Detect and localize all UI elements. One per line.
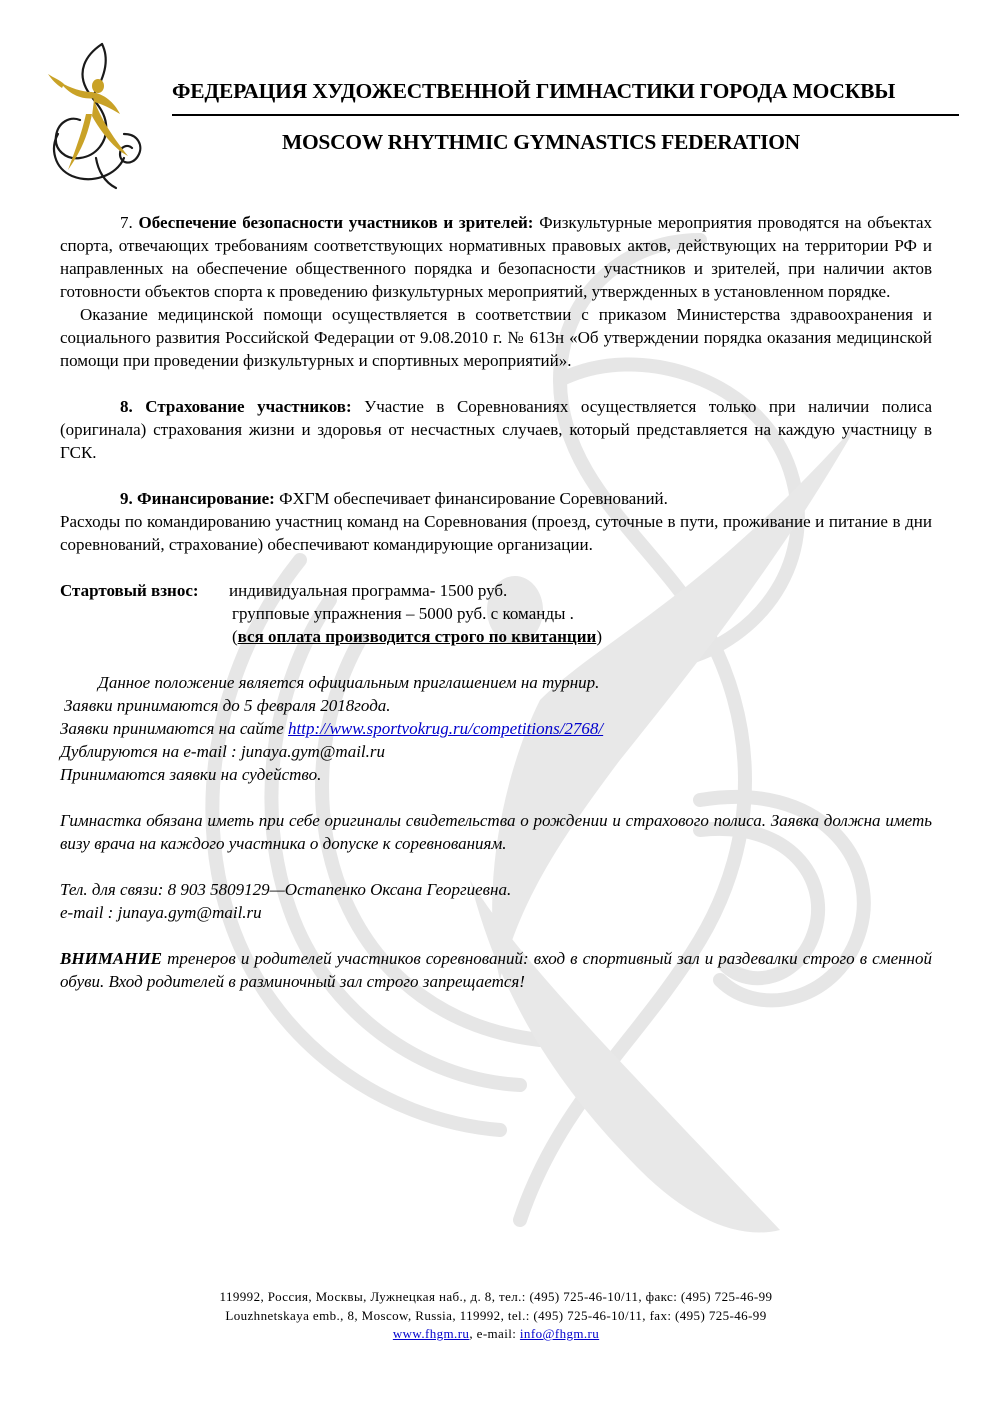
section-9-financing [60,487,932,510]
section-9-text: ФХГМ обеспечивает финансирование Соревнований. [279,489,668,508]
section-7-number: 7. [120,213,133,232]
footer-email-link[interactable]: info@fhgm.ru [519,1326,600,1341]
entry-fee-individual: индивидуальная программа- 1500 руб. [229,581,508,600]
page-footer [0,1288,992,1344]
payment-note: вся оплата производится строго по квитанции [237,627,597,646]
contact-email: e-mail : junaya.gym@mail.ru [60,903,262,922]
attention-notice [60,947,932,993]
section-7-heading: Обеспечение безопасности участников и зрителей: [138,213,534,232]
entry-fee-row [60,579,932,602]
section-9-heading: 9. Финансирование: [120,489,275,508]
section-8-text: Участие в Соревнованиях осуществляется только при наличии полиса (оригинала) страхования жизни и здоровья от несчастных случаев, который представляется на каждую участницу в ГСК. [60,397,933,462]
deadline-line: Заявки принимаются до 5 февраля 2018года. [64,696,391,715]
entry-fee-group: групповые упражнения – 5000 руб. с команды . [232,604,574,623]
footer-address-ru: 119992, Россия, Москвы, Лужнецкая наб., д. 8, тел.: (495) 725-46-10/11, факс: (495) 725-46-99 [219,1289,773,1304]
section-8-heading: 8. Страхование участников: [120,397,352,416]
federation-title-ru: ФЕДЕРАЦИЯ ХУДОЖЕСТВЕННОЙ ГИМНАСТИКИ ГОРОДА МОСКВЫ [172,79,896,103]
invitation-block [60,671,932,993]
section-9-expenses: Расходы по командированию участниц команд на Соревнования (проезд, суточные в пути, проживание и питание в дни соревнований, страхование) обеспечивают командирующие организации. [60,512,932,554]
judges-line: Принимаются заявки на судейство. [60,765,322,784]
header-divider [172,114,959,116]
email-duplicate-line: Дублируются на e-mail : junaya.gym@mail.ru [60,742,386,761]
attention-text: тренеров и родителей участников соревнований: вход в спортивный зал и раздевалки строго в сменной обуви. Вход родителей в разминочный зал строго запрещается! [60,949,932,991]
documents-requirement: Гимнастка обязана иметь при себе оригиналы свидетельства о рождении и страхового полиса. Заявка должна иметь визу врача на каждого участника о допуске к соревнованиям. [60,811,932,853]
federation-title-en: MOSCOW RHYTHMIC GYMNASTICS FEDERATION [282,130,800,154]
entry-fee-label: Стартовый взнос: [60,581,199,600]
section-7-safety [60,211,932,303]
footer-address-en: Louzhnetskaya emb., 8, Moscow, Russia, 119992, tel.: (495) 725-46-10/11, fax: (495) 725-46-99 [225,1307,767,1323]
footer-links: www.fhgm.ru, e-mail: info@fhgm.ru [392,1326,600,1341]
contact-phone: Тел. для связи: 8 903 5809129—Остапенко Оксана Георгиевна. [60,880,512,899]
entry-fee-note: (вся оплата производится строго по квитанции) [232,627,602,646]
registration-link[interactable]: http://www.sportvokrug.ru/competitions/2768/ [288,719,604,738]
attention-word: ВНИМАНИЕ [60,949,163,968]
section-8-insurance [60,395,932,464]
section-7-medical: Оказание медицинской помощи осуществляется в соответствии с приказом Министерства здравоохранения и социального развития Российской Федерации от 9.08.2010 г. № 613н «Об утверждении порядка оказания медицинской помощи при проведении физкультурных и спортивных мероприятий». [60,305,932,370]
registration-site-line: Заявки принимаются на сайте http://www.sportvokrug.ru/competitions/2768/ [60,719,604,738]
federation-logo-icon [40,38,150,190]
footer-website-link[interactable]: www.fhgm.ru [392,1326,470,1341]
section-7-text: Физкультурные мероприятия проводятся на объектах спорта, отвечающих требованиям соответствующих нормативных правовых актов, действующих на территории РФ и направленных на обеспечение общественного порядка и безопасности участников и зрителей, при наличии актов готовности объектов спорта к проведению физкультурных мероприятий, утвержденных в установленном порядке. [60,213,933,301]
invitation-line: Данное положение является официальным приглашением на турнир. [98,673,600,692]
regulation-body [60,211,932,993]
